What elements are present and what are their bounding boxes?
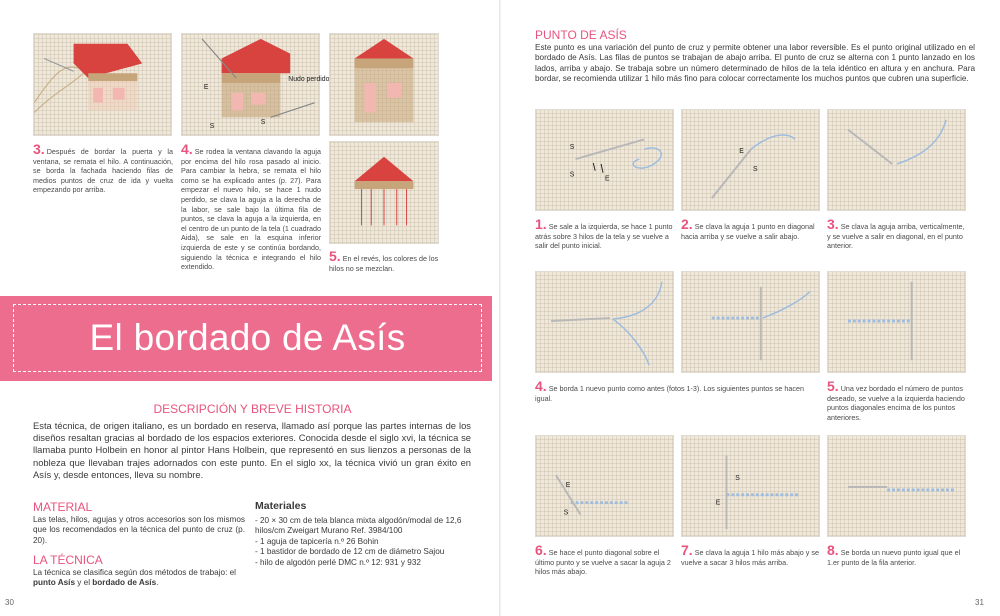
needle-step6-illustration xyxy=(536,436,673,536)
step3b-text: Se clava la aguja arriba, verticalmente, y se vuelve a salir en diagonal, en el punto anterior. xyxy=(827,222,965,251)
label-e: E xyxy=(739,148,744,156)
label-s-2: S xyxy=(569,171,575,179)
page-gutter xyxy=(499,0,501,616)
reverse-side-illustration xyxy=(330,142,438,243)
stitch-row-illustration xyxy=(682,272,819,372)
materiales-item: - 1 bastidor de bordado de 12 cm de diámetro Sajou xyxy=(255,547,445,557)
step1b-text: Se sale a la izquierda, se hace 1 punto atrás sobre 3 hilos de la tela y se vuelve a salir del punto inicial. xyxy=(535,222,673,251)
label-s-2: S xyxy=(260,119,266,127)
label-e: E xyxy=(565,481,571,489)
label-e: E xyxy=(715,499,721,507)
punto-asis-heading: PUNTO DE ASÍS xyxy=(535,28,627,42)
step6b-caption xyxy=(535,544,675,577)
step4-caption xyxy=(181,143,321,272)
tecnica-text-pre: La técnica se clasifica según dos métodos de trabajo: el xyxy=(33,568,236,577)
needle-step4-illustration xyxy=(536,272,673,372)
label-s: S xyxy=(209,123,215,131)
materiales-item: - 20 × 30 cm de tela blanca mixta algodón/modal de 12,6 hilos/cm Zweigart Murano Ref. 3984/100 xyxy=(255,516,462,536)
label-s: S xyxy=(569,144,575,152)
step1b-caption xyxy=(535,218,675,251)
label-nudo-perdido: Nudo perdido xyxy=(288,76,330,84)
step2b-caption xyxy=(681,218,821,241)
step5-number: 5. xyxy=(329,248,341,264)
step4b-caption xyxy=(535,380,820,403)
step8b-number: 8. xyxy=(827,542,839,558)
step8-photo xyxy=(827,435,966,537)
page-number-right: 31 xyxy=(975,598,984,607)
stitch-return-illustration xyxy=(828,272,965,372)
tecnica-heading: LA TÉCNICA xyxy=(33,553,103,567)
step3b-caption xyxy=(827,218,967,251)
step7b-caption xyxy=(681,544,821,567)
materiales-item: - 1 aguja de tapicería n.º 26 Bohin xyxy=(255,536,379,546)
tecnica-bordado-asis: bordado de Asís xyxy=(92,578,157,588)
step5b-caption xyxy=(827,380,967,422)
page-number-left: 30 xyxy=(5,598,14,607)
materiales-heading: Materiales xyxy=(255,500,307,512)
step6b-number: 6. xyxy=(535,542,547,558)
step8b-caption xyxy=(827,544,967,567)
step6b-photo xyxy=(827,271,966,373)
house-embroidery-illustration xyxy=(34,34,171,135)
section-title: El bordado de Asís xyxy=(89,317,406,358)
needle-step1-illustration xyxy=(536,110,673,210)
step6b-text: Se hace el punto diagonal sobre el último punto y se vuelve a sacar la aguja 2 hilos más abajo. xyxy=(535,548,671,577)
needle-step3-illustration xyxy=(828,110,965,210)
step3-caption xyxy=(33,143,173,195)
tecnica-punto-asis: punto Asís xyxy=(33,578,75,588)
history-text: Esta técnica, de origen italiano, es un bordado en reserva, llamado así porque las partes internas de los diseños resaltan gracias al bordado de los espacios exteriores. Conocida desde el siglo xvi, la técnica se llamaba punto Holbein en honor al pintor Hans Holbein, que representó en sus lienzos a personas de la nobleza que llevaban trajes adornados con este punto. En el siglo xx, la técnica vivió un gran éxito en Asís y, desde entonces, lleva su nombre. xyxy=(33,420,471,480)
label-s: S xyxy=(563,509,569,517)
step4-photo xyxy=(181,33,330,136)
banner-dashed-frame xyxy=(13,304,482,372)
history-heading: DESCRIPCIÓN Y BREVE HISTORIA xyxy=(153,402,352,416)
step3b-number: 3. xyxy=(827,216,839,232)
step7-photo xyxy=(681,435,820,537)
materiales-list xyxy=(255,516,485,568)
materiales-item: - hilo de algodón perlé DMC n.º 12: 931 y 932 xyxy=(255,557,421,567)
step5b-photo xyxy=(681,271,820,373)
step1b-number: 1. xyxy=(535,216,547,232)
step5b-text: Una vez bordado el número de puntos deseado, se vuelve a la izquierda haciendo puntos diagonales encima de los puntos anteriores. xyxy=(827,384,965,422)
step4-text: Se rodea la ventana clavando la aguja por encima del hilo rosa pasado al inicio. Para cambiar la hebra, se remata el hilo como se ha explicado antes (p. 27). Para empezar el nuevo hilo, se hace 1 nudo perdido, se clava la aguja a la derecha de la labor, se sale bajo la última fila de puntos, se clava la aguja a la izquierda, en el centro de un punto de la tela (1 cuadrado Aida), se sale en la esquina inferior izquierda de este y se continúa bordando, siguiendo la técnica e integrando el hilo extendido. xyxy=(181,147,321,272)
tecnica-text-mid: y el xyxy=(75,578,93,588)
step6-photo xyxy=(535,435,674,537)
finished-house-illustration xyxy=(330,34,438,135)
needle-step7-illustration xyxy=(682,436,819,536)
label-s: S xyxy=(735,475,740,483)
step1-photo xyxy=(535,109,674,211)
label-e: E xyxy=(203,83,209,91)
step4b-number: 4. xyxy=(535,378,547,394)
step7b-number: 7. xyxy=(681,542,693,558)
step4b-text: Se borda 1 nuevo punto como antes (fotos 1-3). Los siguientes puntos se hacen igual. xyxy=(535,384,805,403)
punto-asis-intro: Este punto es una variación del punto de cruz y permite obtener una labor reversible. Es el punto original utilizado en el bordado de Asís. Las filas de puntos se trabajan de abajo arriba. El punto de cruz se alterna con 1 punto lanzado en los lados, arriba y abajo. Se trabaja sobre un número determinado de hilos de la tela idéntico en altura y en anchura. Para bordar, se recomienda utilizar 1 hilo más fino para colocar correctamente los muchos puntos que cubren una superficie. xyxy=(535,43,975,84)
material-text: Las telas, hilos, agujas y otros accesorios son los mismos que los recomendados en la técnica del punto de cruz (p. 20). xyxy=(33,515,245,545)
step4b-photo xyxy=(535,271,674,373)
house-window-illustration xyxy=(182,34,330,135)
step5-photo xyxy=(329,141,439,244)
section-banner xyxy=(0,296,492,381)
step2b-number: 2. xyxy=(681,216,693,232)
step3-number: 3. xyxy=(33,141,45,157)
tecnica-text xyxy=(33,568,245,589)
step3-text: Después de bordar la puerta y la ventana, se remata el hilo. A continuación, se borda la fachada haciendo filas de medios puntos de cruz de ida y vuelta empezando por arriba. xyxy=(33,147,173,195)
step7b-text: Se clava la aguja 1 hilo más abajo y se vuelve a sacar 3 hilos más arriba. xyxy=(681,548,819,567)
step5b-number: 5. xyxy=(827,378,839,394)
step3-photo xyxy=(33,33,172,136)
step8b-text: Se borda un nuevo punto igual que el 1.er punto de la fila anterior. xyxy=(827,548,961,567)
label-s: S xyxy=(752,165,758,173)
step5-caption xyxy=(329,250,441,273)
needle-step8-illustration xyxy=(828,436,965,536)
step5-text: En el revés, los colores de los hilos no se mezclan. xyxy=(329,254,439,273)
finished-house-photo xyxy=(329,33,439,136)
step2b-text: Se clava la aguja 1 punto en diagonal hacia arriba y se vuelve a salir abajo. xyxy=(681,222,815,241)
step3b-photo xyxy=(827,109,966,211)
step4-number: 4. xyxy=(181,141,193,157)
material-heading: MATERIAL xyxy=(33,500,93,514)
needle-step2-illustration xyxy=(682,110,819,210)
tecnica-text-post: . xyxy=(156,578,159,588)
step2-photo xyxy=(681,109,820,211)
label-e: E xyxy=(604,175,610,183)
